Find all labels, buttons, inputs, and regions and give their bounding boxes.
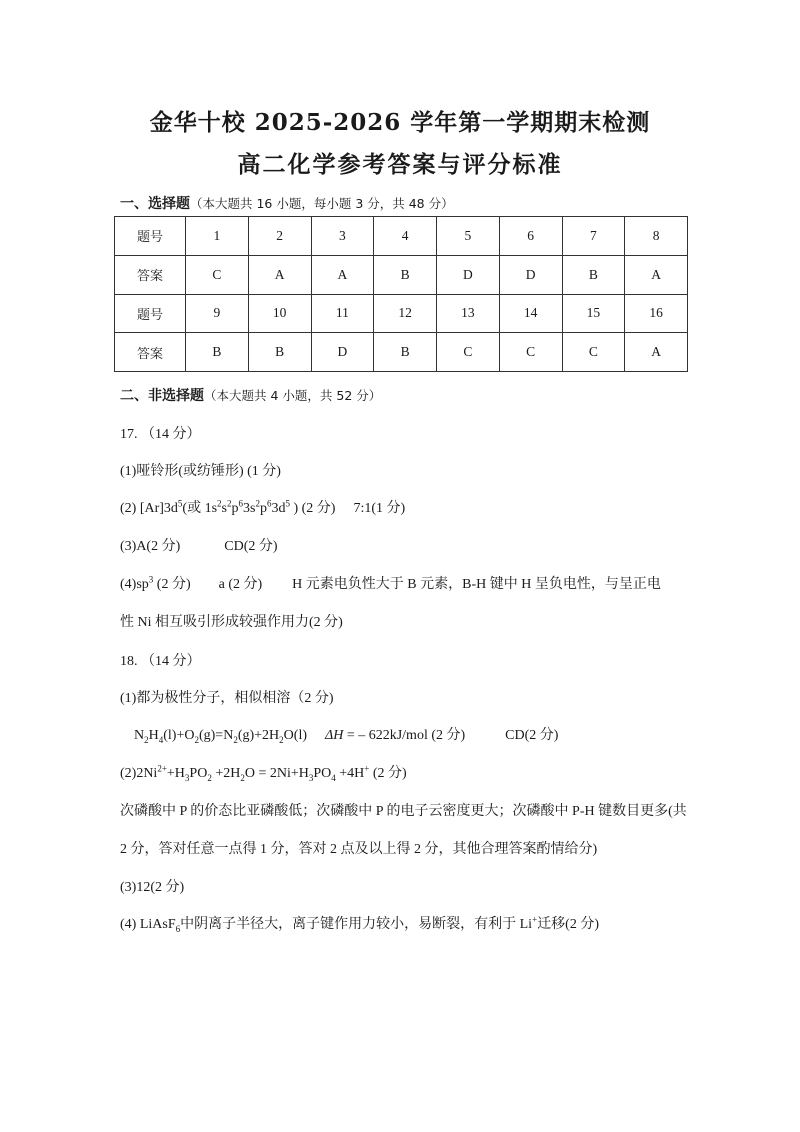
table-cell: 15 bbox=[562, 294, 625, 333]
table-cell: B bbox=[562, 255, 625, 294]
superscript: 5 bbox=[177, 498, 183, 509]
q17-part3 bbox=[120, 535, 278, 555]
table-cell: 16 bbox=[625, 294, 688, 333]
text-span: CD(2 分) bbox=[224, 539, 278, 554]
table-cell: 6 bbox=[499, 217, 562, 256]
superscript: 2 bbox=[255, 498, 260, 509]
row-label-answer: 答案 bbox=[115, 333, 186, 372]
table-cell: 3 bbox=[311, 217, 374, 256]
q18-explanation: 次磷酸中 P 的价态比亚磷酸低；次磷酸中 P 的电子云密度更大；次磷酸中 P-H 键数目更多(共 bbox=[120, 804, 687, 819]
text-span: (4) LiAsF bbox=[120, 917, 176, 932]
text-span: +2H bbox=[211, 766, 241, 781]
text-span: (3)A(2 分) bbox=[120, 539, 181, 554]
superscript: 2 bbox=[217, 498, 222, 509]
text-span: p bbox=[231, 501, 239, 516]
section2-heading bbox=[120, 385, 381, 405]
text-span: O(l) bbox=[283, 728, 307, 743]
table-cell: B bbox=[186, 333, 249, 372]
table-cell: 13 bbox=[437, 294, 500, 333]
text-span: H 元素电负性大于 B 元素，B-H 键中 H 呈负电性，与呈正电 bbox=[292, 577, 661, 592]
text-span: 迁移(2 分) bbox=[537, 917, 599, 932]
table-cell: B bbox=[374, 333, 437, 372]
row-label-question: 题号 bbox=[115, 294, 186, 333]
q18-part1: (1)都为极性分子，相似相溶（2 分) bbox=[120, 691, 334, 706]
table-cell: A bbox=[625, 255, 688, 294]
page-title: 金华十校 2025-2026 学年第一学期期末检测 bbox=[149, 109, 651, 136]
text-span: s bbox=[221, 501, 227, 516]
table-cell: 1 bbox=[186, 217, 249, 256]
table-cell: C bbox=[437, 333, 500, 372]
q18-part3: (3)12(2 分) bbox=[120, 880, 185, 895]
table-cell: 11 bbox=[311, 294, 374, 333]
subscript: 2 bbox=[233, 734, 238, 745]
superscript: 2+ bbox=[157, 763, 167, 774]
text-span: 3s bbox=[243, 501, 256, 516]
table-cell: 10 bbox=[248, 294, 311, 333]
table-cell: 14 bbox=[499, 294, 562, 333]
text-span: (或 1s bbox=[182, 501, 218, 516]
superscript: 3 bbox=[148, 574, 154, 585]
text-span: PO bbox=[313, 766, 332, 781]
subscript: 4 bbox=[331, 772, 336, 783]
superscript: 6 bbox=[266, 498, 272, 509]
text-span: (2 分) bbox=[153, 577, 191, 592]
subscript: 2 bbox=[207, 772, 212, 783]
superscript: 5 bbox=[285, 498, 290, 509]
ratio-answer: 7:1(1 分) bbox=[353, 501, 406, 516]
table-cell: A bbox=[311, 255, 374, 294]
table-cell: C bbox=[499, 333, 562, 372]
table-cell: B bbox=[374, 255, 437, 294]
superscript: 6 bbox=[238, 498, 243, 509]
table-cell: A bbox=[248, 255, 311, 294]
text-span: H bbox=[148, 728, 159, 743]
table-row bbox=[115, 333, 688, 372]
q18-part2 bbox=[120, 762, 407, 783]
text-span: (l)+O bbox=[163, 728, 195, 743]
row-label-answer: 答案 bbox=[115, 255, 186, 294]
table-cell: D bbox=[437, 255, 500, 294]
table-cell: 2 bbox=[248, 217, 311, 256]
superscript: 2 bbox=[227, 498, 232, 509]
section2-title: 二、非选择题 bbox=[120, 388, 204, 404]
text-span: = – 622kJ/mol (2 分) bbox=[343, 728, 466, 743]
page-subtitle: 高二化学参考答案与评分标准 bbox=[237, 151, 563, 178]
text-span: (2 分) bbox=[369, 766, 407, 781]
text-span: 3d bbox=[271, 501, 286, 516]
table-row bbox=[115, 294, 688, 333]
text-span: (2) [Ar]3d bbox=[120, 501, 178, 516]
text-span: (4)sp bbox=[120, 577, 149, 592]
q17-part4-cont: 性 Ni 相互吸引形成较强作用力(2 分) bbox=[120, 615, 343, 630]
section1-title: 一、选择题 bbox=[120, 196, 190, 212]
q17-part2 bbox=[120, 497, 405, 517]
text-span: p bbox=[259, 501, 267, 516]
q18-heading: 18. （14 分） bbox=[120, 654, 201, 669]
subscript: 2 bbox=[194, 734, 199, 745]
superscript: + bbox=[532, 914, 538, 925]
table-row bbox=[115, 255, 688, 294]
section2-note: （本大题共 4 小题，共 52 分） bbox=[204, 388, 382, 403]
subscript: 2 bbox=[144, 734, 149, 745]
table-cell: 12 bbox=[374, 294, 437, 333]
table-cell: 9 bbox=[186, 294, 249, 333]
table-cell: 7 bbox=[562, 217, 625, 256]
enthalpy-symbol: ΔH bbox=[325, 728, 344, 743]
table-cell: B bbox=[248, 333, 311, 372]
table-cell: C bbox=[562, 333, 625, 372]
section1-note: （本大题共 16 小题，每小题 3 分，共 48 分） bbox=[190, 196, 454, 211]
text-span: 中阴离子半径大，离子键作用力较小，易断裂，有利于 Li bbox=[180, 917, 533, 932]
subscript: 2 bbox=[279, 734, 284, 745]
section1-heading bbox=[120, 193, 454, 213]
table-cell: D bbox=[311, 333, 374, 372]
subscript: 2 bbox=[240, 772, 245, 783]
row-label-question: 题号 bbox=[115, 217, 186, 256]
text-span: PO bbox=[189, 766, 208, 781]
subscript: 6 bbox=[175, 923, 181, 934]
answer-table bbox=[114, 216, 688, 372]
q17-part1: (1)哑铃形(或纺锤形) (1 分) bbox=[120, 464, 281, 479]
text-span: +4H bbox=[335, 766, 365, 781]
q17-heading: 17. （14 分） bbox=[120, 427, 201, 442]
text-span: O = 2Ni+H bbox=[244, 766, 309, 781]
text-span: ) (2 分) bbox=[289, 501, 336, 516]
table-cell: 8 bbox=[625, 217, 688, 256]
subscript: 3 bbox=[308, 772, 314, 783]
q18-part4 bbox=[120, 913, 599, 934]
text-span: +H bbox=[166, 766, 185, 781]
text-span: (g)=N bbox=[198, 728, 234, 743]
q18-equation bbox=[134, 724, 558, 745]
table-cell: D bbox=[499, 255, 562, 294]
text-span: N bbox=[134, 728, 145, 743]
q18-explanation-cont: 2 分，答对任意一点得 1 分，答对 2 点及以上得 2 分，其他合理答案酌情给分) bbox=[120, 842, 598, 857]
table-row bbox=[115, 217, 688, 256]
q17-part4 bbox=[120, 573, 661, 593]
text-span: (g)+2H bbox=[237, 728, 280, 743]
table-cell: C bbox=[186, 255, 249, 294]
table-cell: 4 bbox=[374, 217, 437, 256]
subscript: 3 bbox=[184, 772, 190, 783]
superscript: + bbox=[364, 763, 370, 774]
text-span: CD(2 分) bbox=[505, 728, 559, 743]
text-span: (2)2Ni bbox=[120, 766, 158, 781]
table-cell: A bbox=[625, 333, 688, 372]
text-span: a (2 分) bbox=[218, 577, 263, 592]
subscript: 4 bbox=[158, 734, 164, 745]
table-cell: 5 bbox=[437, 217, 500, 256]
